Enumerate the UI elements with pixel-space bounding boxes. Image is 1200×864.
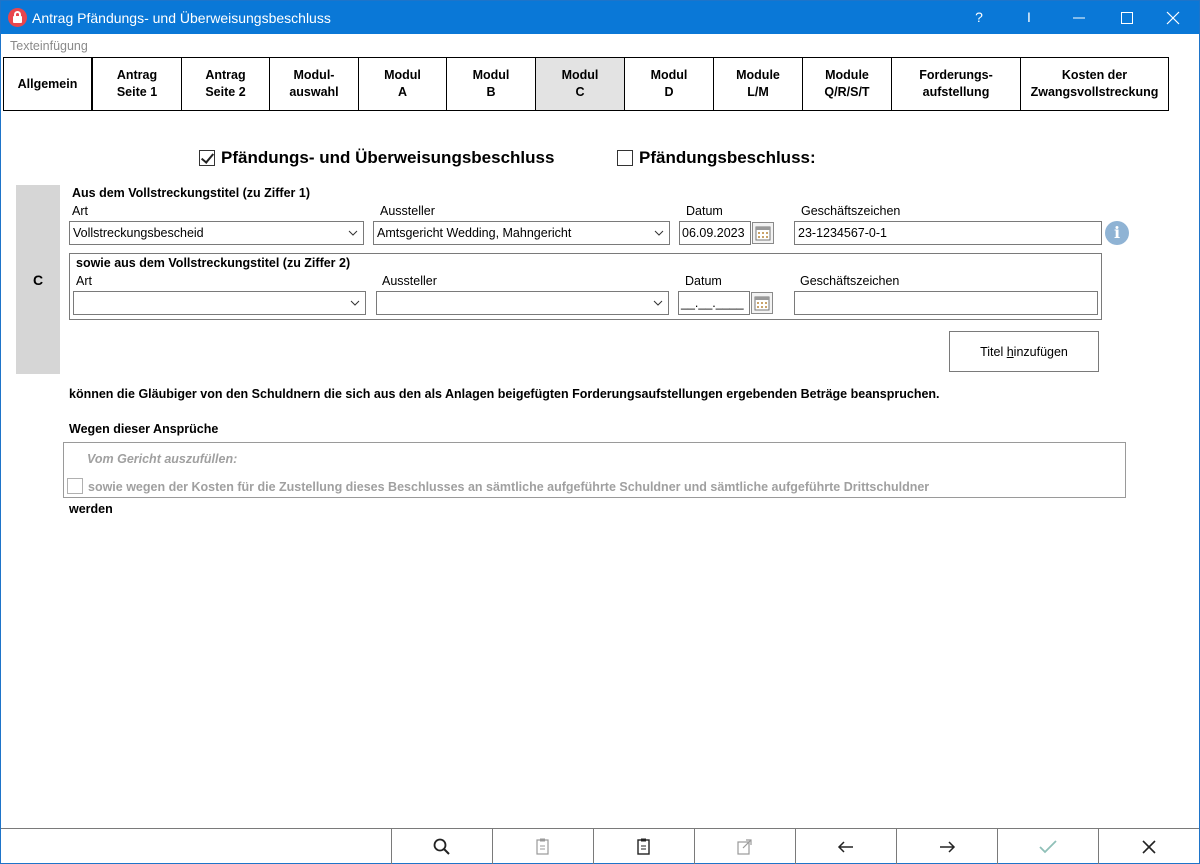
menu-texteinfuegung[interactable]: Texteinfügung: [10, 39, 88, 53]
title1-art-label: Art: [72, 204, 88, 218]
close-icon: [1139, 837, 1159, 857]
chevron-down-icon: [348, 229, 358, 237]
title2-gz-input[interactable]: [794, 291, 1098, 315]
costs-checkbox[interactable]: [67, 478, 83, 494]
costs-checkbox-label: sowie wegen der Kosten für die Zustellung dieses Beschlusses an sämtliche aufgeführte Schuldner und sämtliche aufgeführte Drittschuldner: [88, 480, 930, 494]
forward-button[interactable]: [896, 829, 997, 864]
title1-gz-input[interactable]: 23-1234567-0-1: [794, 221, 1102, 245]
arrow-right-icon: [937, 837, 957, 857]
title2-aussteller-label: Aussteller: [382, 274, 437, 288]
clipboard-paste-icon: [533, 837, 553, 857]
maximize-button[interactable]: [1105, 1, 1149, 34]
arrow-left-icon: [836, 837, 856, 857]
minimize-icon: [1072, 11, 1086, 25]
tab-module-lm[interactable]: Module L/M: [713, 57, 803, 111]
title1-datum-input[interactable]: 06.09.2023: [679, 221, 751, 245]
minimize-button[interactable]: [1057, 1, 1101, 34]
chevron-down-icon: [654, 229, 664, 237]
title2-art-label: Art: [76, 274, 92, 288]
title1-aussteller-label: Aussteller: [380, 204, 435, 218]
cancel-button[interactable]: [1098, 829, 1199, 864]
close-window-button[interactable]: [1151, 1, 1195, 34]
tab-modulauswahl[interactable]: Modul- auswahl: [269, 57, 359, 111]
pfub-checkbox[interactable]: [199, 150, 215, 166]
title1-heading: Aus dem Vollstreckungstitel (zu Ziffer 1): [72, 186, 311, 200]
close-icon: [1166, 11, 1180, 25]
pfb-checkbox[interactable]: [617, 150, 633, 166]
tab-modul-a[interactable]: Modul A: [358, 57, 447, 111]
lock-icon: [8, 8, 27, 27]
pfub-label: Pfändungs- und Überweisungsbeschluss: [221, 148, 555, 167]
title1-datum-field[interactable]: [679, 221, 775, 245]
pfb-option[interactable]: [617, 148, 816, 168]
tab-modul-d[interactable]: Modul D: [624, 57, 714, 111]
chevron-down-icon: [350, 299, 360, 307]
title1-datum-label: Datum: [686, 204, 723, 218]
pfb-label: Pfändungsbeschluss:: [639, 148, 816, 167]
bottom-toolbar: [1, 828, 1199, 863]
info-icon[interactable]: i: [1105, 221, 1129, 245]
tab-modul-b[interactable]: Modul B: [446, 57, 536, 111]
add-title-button[interactable]: Titel h inzufügen: [949, 331, 1099, 372]
confirm-button[interactable]: [997, 829, 1098, 864]
chevron-down-icon: [653, 299, 663, 307]
calendar-icon[interactable]: [752, 222, 774, 244]
wegen-label: Wegen dieser Ansprüche: [69, 422, 219, 436]
window-title: Antrag Pfändungs- und Überweisungsbeschluss: [32, 10, 331, 26]
court-fill-label: Vom Gericht auszufüllen:: [87, 452, 238, 466]
calendar-icon[interactable]: [751, 292, 773, 314]
search-icon: [432, 837, 452, 857]
title-bar: [1, 1, 1199, 34]
title2-datum-input[interactable]: __.__.____: [678, 291, 750, 315]
tab-module-qrst[interactable]: Module Q/R/S/T: [802, 57, 892, 111]
tab-kosten-zwangsvollstreckung[interactable]: Kosten der Zwangsvollstreckung: [1020, 57, 1169, 111]
module-side-label: C: [16, 185, 60, 374]
title2-art-select[interactable]: [73, 291, 366, 315]
copy-button[interactable]: [593, 829, 694, 864]
clipboard-copy-icon: [634, 837, 654, 857]
help-button[interactable]: ?: [975, 9, 983, 25]
pfub-option[interactable]: [199, 148, 554, 168]
title2-heading: sowie aus dem Vollstreckungstitel (zu Ziffer 2): [76, 256, 351, 270]
tab-antrag-seite-1[interactable]: Antrag Seite 1: [92, 57, 182, 111]
title2-aussteller-select[interactable]: [376, 291, 669, 315]
title1-gz-label: Geschäftszeichen: [801, 204, 901, 218]
tab-antrag-seite-2[interactable]: Antrag Seite 2: [181, 57, 270, 111]
export-icon: [735, 837, 755, 857]
paste-button[interactable]: [492, 829, 593, 864]
title2-datum-field[interactable]: [678, 291, 774, 315]
checkmark-icon: [1037, 837, 1059, 857]
tab-modul-c[interactable]: Modul C: [535, 57, 625, 111]
tab-forderungsaufstellung[interactable]: Forderungs- aufstellung: [891, 57, 1021, 111]
title1-art-select[interactable]: Vollstreckungsbescheid: [69, 221, 364, 245]
title2-datum-label: Datum: [685, 274, 722, 288]
claims-text: können die Gläubiger von den Schuldnern die sich aus den als Anlagen beigefügten Forderungsaufstellungen ergebenden Beträge beanspruchen.: [69, 387, 940, 401]
search-button[interactable]: [391, 829, 492, 864]
tab-allgemein[interactable]: Allgemein: [3, 57, 92, 111]
werden-label: werden: [69, 502, 113, 516]
back-button[interactable]: [795, 829, 896, 864]
title1-aussteller-select[interactable]: Amtsgericht Wedding, Mahngericht: [373, 221, 670, 245]
cursor-button[interactable]: I: [1027, 9, 1031, 25]
title2-gz-label: Geschäftszeichen: [800, 274, 900, 288]
export-button[interactable]: [694, 829, 795, 864]
maximize-icon: [1120, 11, 1134, 25]
